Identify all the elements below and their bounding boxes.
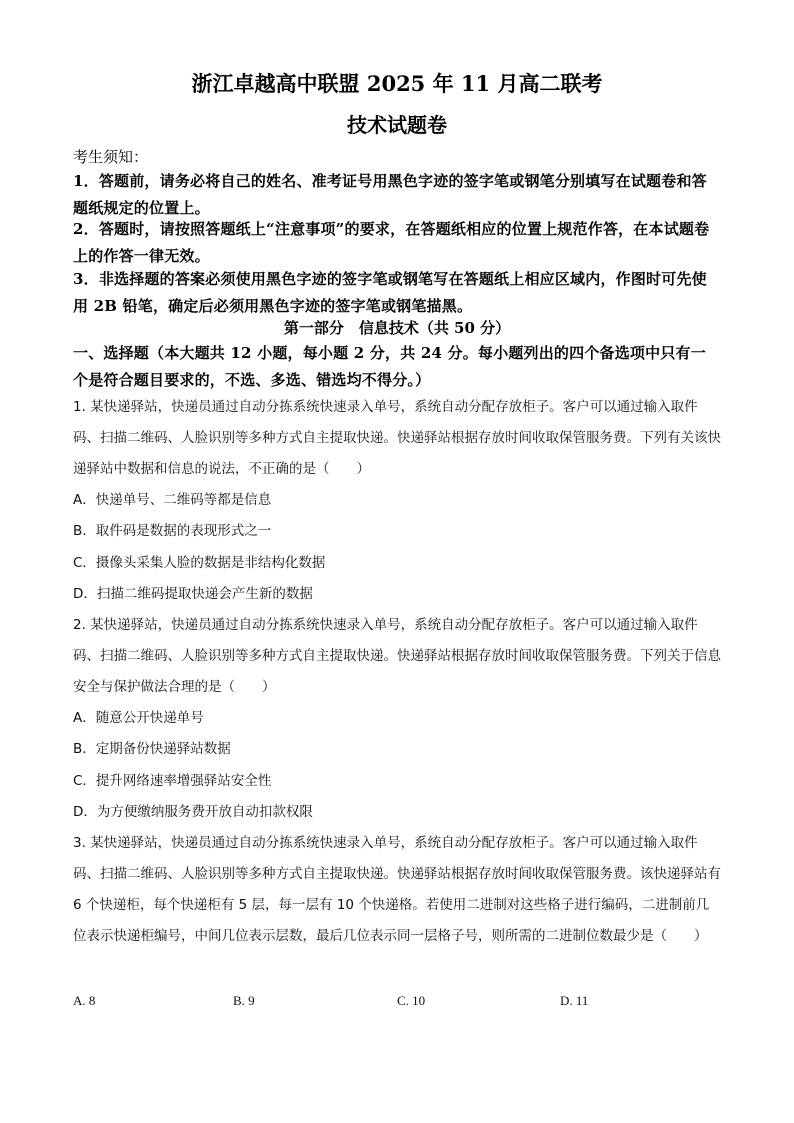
question-1-option-b: B．取件码是数据的表现形式之一: [73, 523, 272, 539]
notice-item-2: 2．答题时，请按照答题纸上“注意事项”的要求，在答题纸相应的位置上规范作答，在本试题卷上的作答一律无效。: [73, 220, 710, 265]
question-1-option-d: D．扫描二维码提取快递会产生新的数据: [73, 586, 313, 602]
question-2-option-a: A．随意公开快递单号: [73, 710, 204, 726]
question-2-option-d: D．为方便缴纳服务费开放自动扣款权限: [73, 804, 313, 820]
question-1-stem: 1. 某快递驿站，快递员通过自动分拣系统快速录入单号，系统自动分配存放柜子。客户可以通过输入取件码、扫描二维码、人脸识别等多种方式自主提取快递。快递驿站根据存放时间收取保管服务费。下列有关该快递驿站中数据和信息的说法，不正确的是（ ）: [73, 399, 721, 477]
question-1-option-a: A．快递单号、二维码等都是信息: [73, 492, 272, 508]
part-title: 第一部分 信息技术（共 50 分）: [283, 319, 511, 337]
question-3-option-c: C. 10: [397, 993, 426, 1008]
question-3-option-b: B. 9: [233, 993, 255, 1008]
question-2-option-c: C．提升网络速率增强驿站安全性: [73, 773, 272, 789]
section-instruction: 一、选择题（本大题共 12 小题，每小题 2 分，共 24 分。每小题列出的四个备选项中只有一个是符合题目要求的，不选、多选、错选均不得分。）: [73, 344, 706, 389]
page-subtitle: 技术试题卷: [347, 113, 447, 137]
question-3-stem: 3. 某快递驿站，快递员通过自动分拣系统快速录入单号，系统自动分配存放柜子。客户可以通过输入取件码、扫描二维码、人脸识别等多种方式自主提取快递。快递驿站根据存放时间收取保管服务费。该快递驿站有 6 个快递柜，每个快递柜有 5 层，每一层有 10 个快递格。若使用二进制对这些格子进行编码，二进制前几位表示快递柜编号，中间几位表示层数，最后几位表示同一层格子号，则所需的二进制位数最少是（ ）: [73, 835, 721, 944]
question-3-option-d: D. 11: [560, 993, 589, 1008]
notice-item-3: 3．非选择题的答案必须使用黑色字迹的签字笔或钢笔写在答题纸上相应区域内，作图时可先使用 2B 铅笔，确定后必须用黑色字迹的签字笔或钢笔描黑。: [73, 270, 707, 315]
notice-item-1: 1．答题前，请务必将自己的姓名、准考证号用黑色字迹的签字笔或钢笔分别填写在试题卷和答题纸规定的位置上。: [73, 172, 707, 217]
question-2-option-b: B．定期备份快递驿站数据: [73, 741, 231, 757]
question-1-option-c: C．摄像头采集人脸的数据是非结构化数据: [73, 555, 326, 571]
question-3-option-a: A. 8: [73, 993, 96, 1008]
notice-heading: 考生须知：: [73, 148, 149, 166]
page-title: 浙江卓越高中联盟 2025 年 11 月高二联考: [191, 71, 603, 96]
question-2-stem: 2. 某快递驿站，快递员通过自动分拣系统快速录入单号，系统自动分配存放柜子。客户可以通过输入取件码、扫描二维码、人脸识别等多种方式自主提取快递。快递驿站根据存放时间收取保管服务费。下列关于信息安全与保护做法合理的是（ ）: [73, 617, 721, 695]
